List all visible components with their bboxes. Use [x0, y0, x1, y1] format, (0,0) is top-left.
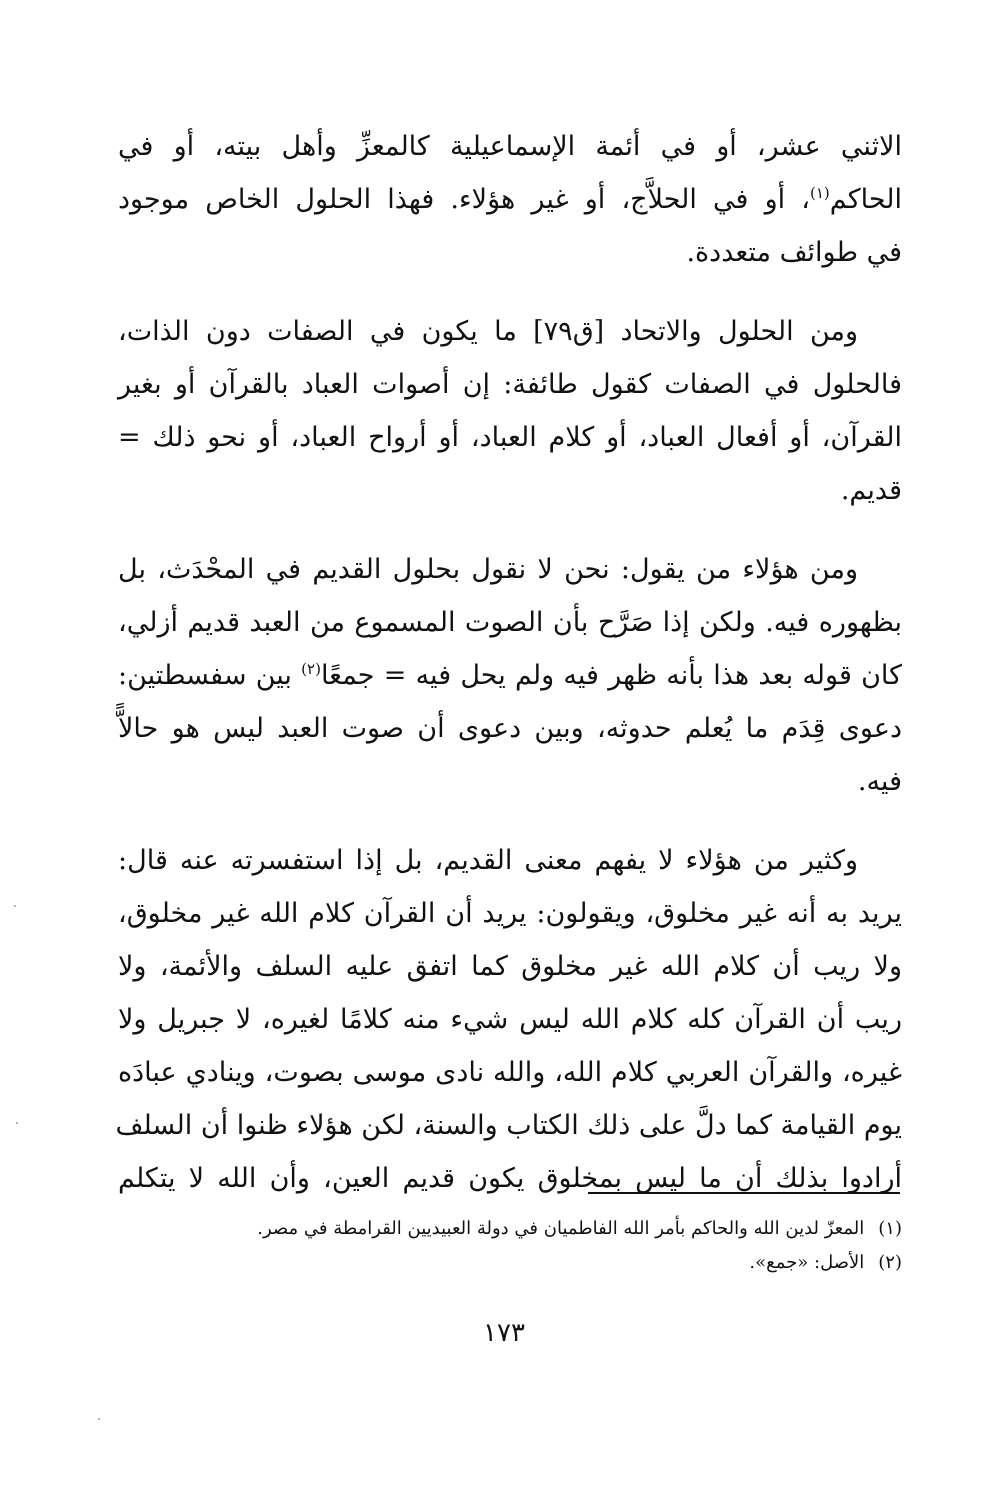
footnote-marker-1: (١) — [810, 184, 830, 202]
text-segment: بين سفسطتين: — [118, 660, 302, 691]
text-line: ومن هؤلاء من يقول: نحن لا نقول بحلول القديم في المحْدَث، بل — [118, 554, 858, 585]
paragraph-1 — [118, 120, 902, 279]
main-text — [115, 120, 903, 1205]
text-line: وكثير من هؤلاء لا يفهم معنى القديم، بل إذا استفسرته عنه قال: — [118, 845, 858, 876]
text-line: في طوائف متعددة. — [686, 237, 902, 268]
text-line: فالحلول في الصفات كقول طائفة: إن أصوات العباد بالقرآن أو بغير — [118, 369, 902, 400]
footnote-1 — [118, 1212, 902, 1246]
footnotes — [118, 1212, 902, 1280]
footnote-text: المعزّ لدين الله والحاكم بأمر الله الفاطميان في دولة العبيديين القرامطة في مصر. — [257, 1218, 865, 1239]
text-line: ريب أن القرآن كله كلام الله ليس شيء منه كلامًا لغيره، لا جبريل ولا — [118, 1004, 902, 1035]
text-line: ولا ريب أن كلام الله غير مخلوق كما اتفق عليه السلف والأئمة، ولا — [118, 951, 902, 982]
footnote-separator — [588, 1192, 900, 1194]
text-line: فيه. — [857, 766, 902, 797]
text-line: غيره، والقرآن العربي كلام الله، والله نادى موسى بصوت، وينادي عبادَه — [118, 1057, 902, 1088]
text-line: القرآن، أو أفعال العباد، أو كلام العباد، أو أرواح العباد، أو نحو ذلك = — [118, 422, 902, 453]
paragraph-2 — [118, 305, 902, 517]
text-line: دعوى قِدَم ما يُعلم حدوثه، وبين دعوى أن صوت العبد ليس هو حالاًّ — [118, 713, 902, 744]
text-line — [118, 173, 902, 226]
page-number: ١٧٣ — [483, 1318, 525, 1348]
scan-speck — [16, 1122, 18, 1124]
text-line: بظهوره فيه. ولكن إذا صَرَّح بأن الصوت المسموع من العبد قديم أزلي، — [118, 607, 902, 638]
text-line: يوم القيامة كما دلَّ على ذلك الكتاب والسنة، لكن هؤلاء ظنوا أن السلف — [115, 1110, 902, 1141]
text-segment: الحاكم — [829, 184, 902, 215]
paragraph-3 — [118, 543, 902, 808]
footnote-text: الأصل: «جمع». — [749, 1252, 865, 1273]
text-line: أرادوا بذلك أن ما ليس بمخلوق يكون قديم العين، وأن الله لا يتكلم — [118, 1163, 902, 1194]
scan-speck — [14, 905, 16, 907]
text-segment: كان قوله بعد هذا بأنه ظهر فيه ولم يحل فيه = جمعًا — [320, 660, 903, 691]
text-segment: ، أو في الحلاَّج، أو غير هؤلاء. فهذا الحلول الخاص موجود — [118, 184, 810, 215]
text-line: يريد به أنه غير مخلوق، ويقولون: يريد أن القرآن كلام الله غير مخلوق، — [118, 898, 902, 929]
footnote-marker-2: (٢) — [301, 660, 321, 678]
footnote-number: (٢) — [878, 1252, 902, 1273]
text-line: الاثني عشر، أو في أئمة الإسماعيلية كالمعزِّ وأهل بيته، أو في — [118, 131, 902, 162]
footnote-2 — [118, 1246, 902, 1280]
paragraph-4 — [115, 834, 902, 1205]
footnote-number: (١) — [878, 1218, 902, 1239]
text-line: ومن الحلول والاتحاد [ق٧٩] ما يكون في الصفات دون الذات، — [118, 316, 858, 347]
text-line — [118, 649, 902, 702]
text-line: قديم. — [840, 475, 902, 506]
scan-speck — [98, 1418, 100, 1420]
